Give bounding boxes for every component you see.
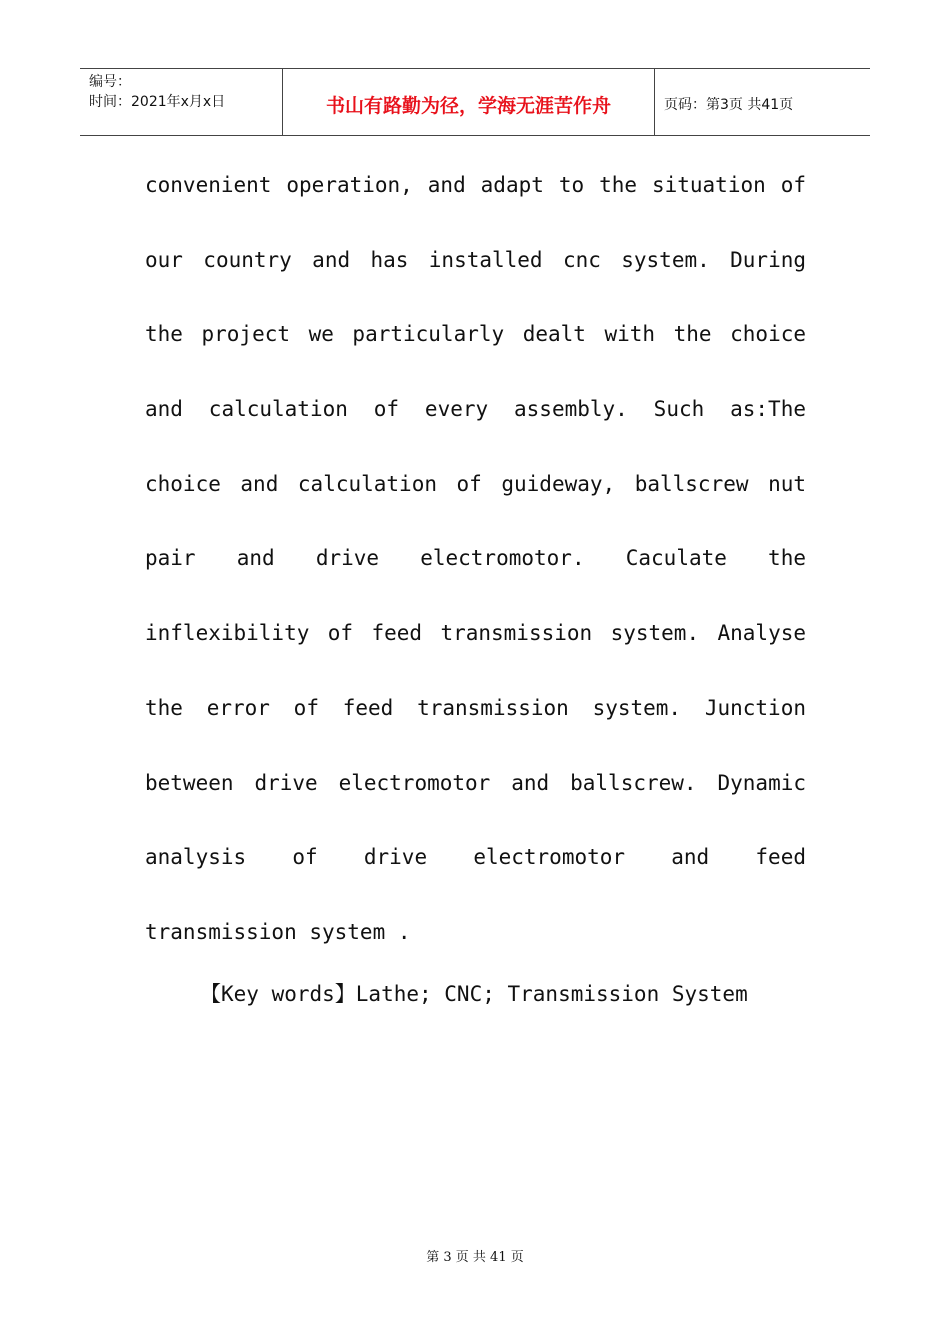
document-number-label: 编号： xyxy=(89,74,131,90)
abstract-body xyxy=(145,148,806,970)
header-meta xyxy=(80,69,282,135)
body-line: the project we particularly dealt with the choice xyxy=(145,322,806,347)
body-line: the error of feed transmission system. Junction xyxy=(145,695,806,720)
page-footer: 第 3 页 共 41 页 xyxy=(426,1250,524,1265)
body-line: between drive electromotor and ballscrew. Dynamic xyxy=(145,770,806,795)
document-date: 时间：2021年x月x日 xyxy=(89,94,226,110)
body-line: analysis of drive electromotor and feed xyxy=(145,845,806,870)
body-line: pair and drive electromotor. Caculate the xyxy=(145,546,806,571)
header-motto: 书山有路勤为径，学海无涯苦作舟 xyxy=(282,69,655,135)
page-header xyxy=(80,68,870,136)
body-line: transmission system . xyxy=(145,919,411,944)
body-line: and calculation of every assembly. Such as:The xyxy=(145,397,806,422)
header-page-info: 页码：第3页 共41页 xyxy=(664,97,794,113)
body-line: choice and calculation of guideway, ballscrew nut xyxy=(145,471,806,496)
body-line: inflexibility of feed transmission system. Analyse xyxy=(145,621,806,646)
body-line: convenient operation, and adapt to the situation of xyxy=(145,173,806,197)
body-line: our country and has installed cnc system. During xyxy=(145,247,806,272)
keywords-line: 【Key words】Lathe; CNC; Transmission System xyxy=(200,982,748,1006)
